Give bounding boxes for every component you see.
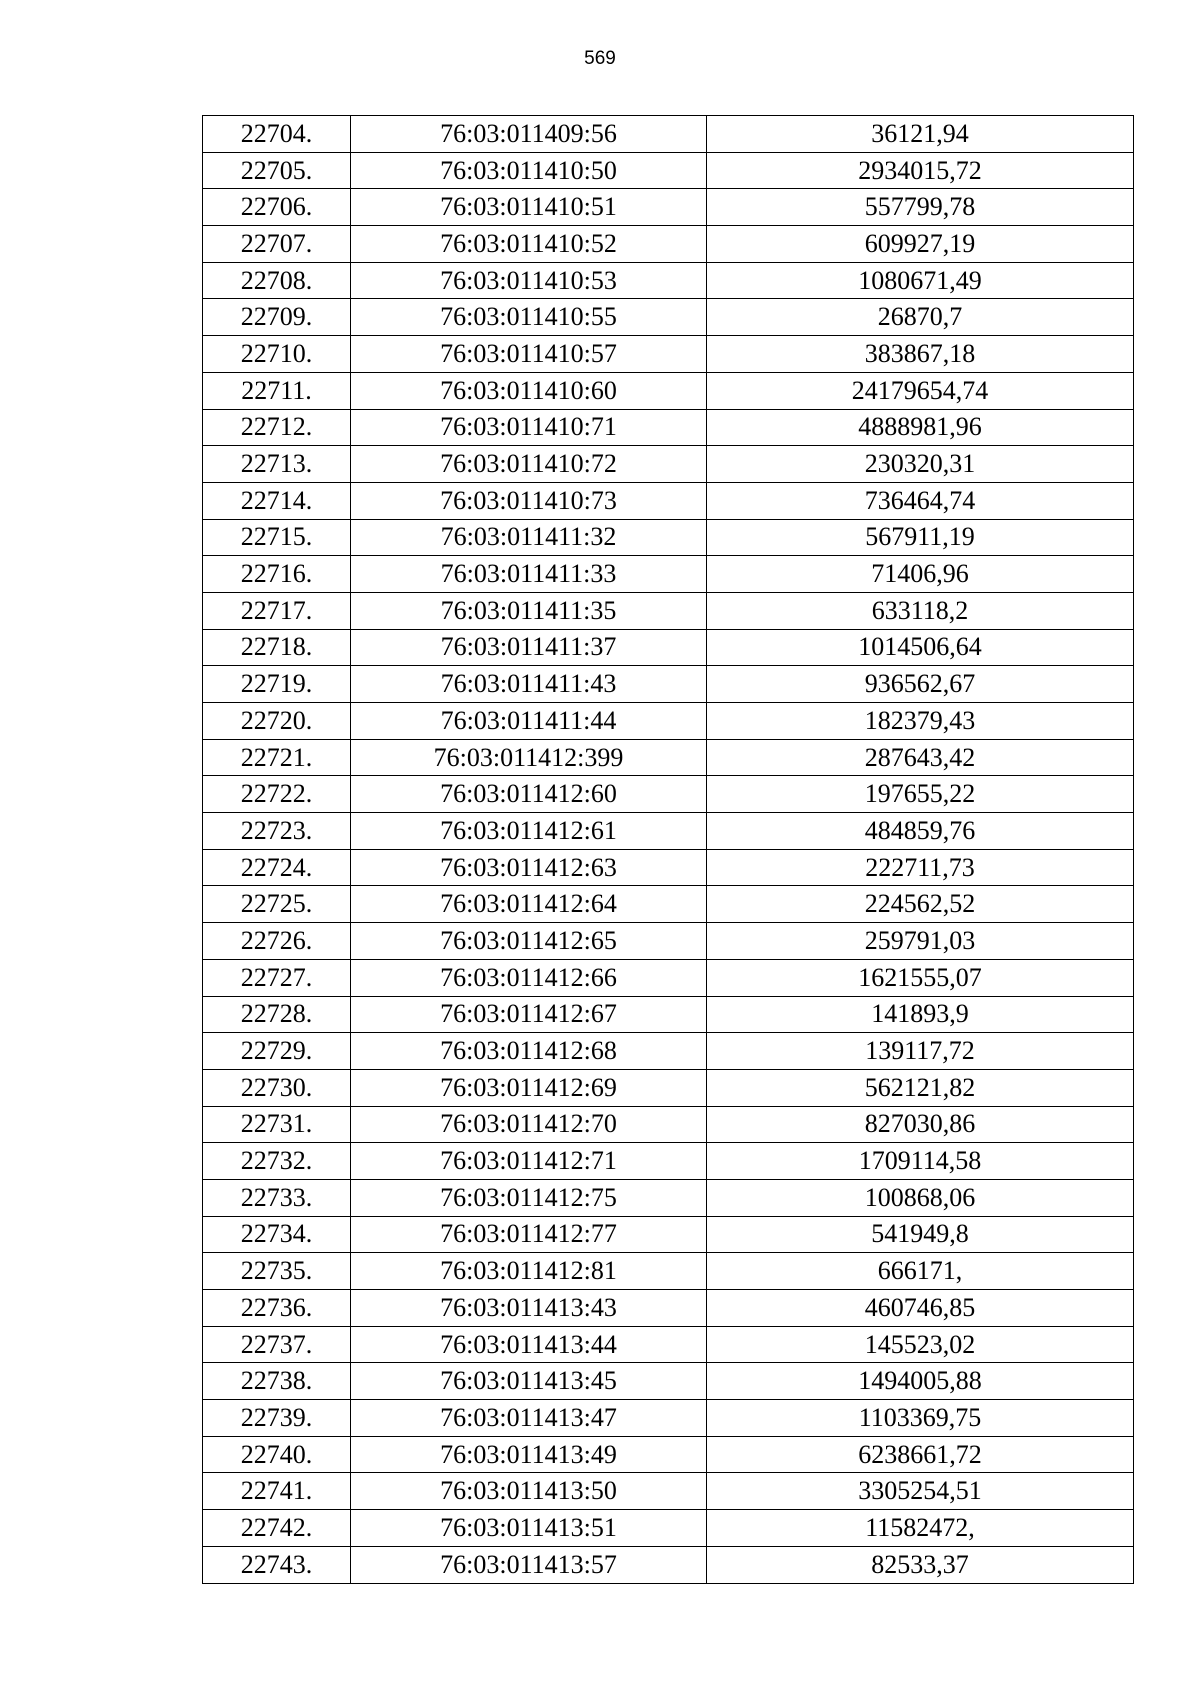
row-number-cell: 22736. [203, 1290, 351, 1327]
cadastral-value-cell: 197655,22 [707, 776, 1134, 813]
cadastral-value-cell: 666171, [707, 1253, 1134, 1290]
table-row [203, 262, 1134, 299]
cadastral-number-cell: 76:03:011410:57 [351, 336, 707, 373]
row-number-cell: 22719. [203, 666, 351, 703]
cadastral-number-cell: 76:03:011412:70 [351, 1106, 707, 1143]
cadastral-number-cell: 76:03:011411:37 [351, 629, 707, 666]
cadastral-value-cell: 567911,19 [707, 519, 1134, 556]
row-number-cell: 22715. [203, 519, 351, 556]
row-number-cell: 22740. [203, 1436, 351, 1473]
cadastral-value-cell: 1621555,07 [707, 959, 1134, 996]
row-number-cell: 22733. [203, 1179, 351, 1216]
row-number-cell: 22728. [203, 996, 351, 1033]
table-row [203, 1363, 1134, 1400]
cadastral-number-cell: 76:03:011412:71 [351, 1143, 707, 1180]
cadastral-number-cell: 76:03:011410:55 [351, 299, 707, 336]
cadastral-number-cell: 76:03:011409:56 [351, 116, 707, 153]
row-number-cell: 22704. [203, 116, 351, 153]
cadastral-value-cell: 11582472, [707, 1510, 1134, 1547]
row-number-cell: 22712. [203, 409, 351, 446]
table-row [203, 923, 1134, 960]
row-number-cell: 22726. [203, 923, 351, 960]
cadastral-value-cell: 460746,85 [707, 1290, 1134, 1327]
cadastral-number-cell: 76:03:011412:75 [351, 1179, 707, 1216]
cadastral-number-cell: 76:03:011412:67 [351, 996, 707, 1033]
table-row [203, 1106, 1134, 1143]
table-row [203, 1179, 1134, 1216]
row-number-cell: 22735. [203, 1253, 351, 1290]
cadastral-number-cell: 76:03:011413:47 [351, 1400, 707, 1437]
cadastral-value-cell: 4888981,96 [707, 409, 1134, 446]
table-row [203, 849, 1134, 886]
cadastral-value-cell: 1014506,64 [707, 629, 1134, 666]
cadastral-value-cell: 1494005,88 [707, 1363, 1134, 1400]
table-row [203, 629, 1134, 666]
row-number-cell: 22717. [203, 592, 351, 629]
table-row [203, 226, 1134, 263]
table-row [203, 1473, 1134, 1510]
row-number-cell: 22729. [203, 1033, 351, 1070]
table-row [203, 813, 1134, 850]
cadastral-value-cell: 609927,19 [707, 226, 1134, 263]
cadastral-number-cell: 76:03:011412:60 [351, 776, 707, 813]
cadastral-number-cell: 76:03:011412:81 [351, 1253, 707, 1290]
cadastral-number-cell: 76:03:011412:69 [351, 1069, 707, 1106]
row-number-cell: 22743. [203, 1546, 351, 1583]
cadastral-value-cell: 562121,82 [707, 1069, 1134, 1106]
table-row [203, 336, 1134, 373]
row-number-cell: 22711. [203, 372, 351, 409]
cadastral-value-cell: 230320,31 [707, 446, 1134, 483]
table-row [203, 1546, 1134, 1583]
cadastral-value-cell: 36121,94 [707, 116, 1134, 153]
cadastral-value-cell: 936562,67 [707, 666, 1134, 703]
cadastral-number-cell: 76:03:011412:61 [351, 813, 707, 850]
table-row [203, 372, 1134, 409]
cadastral-value-cell: 1103369,75 [707, 1400, 1134, 1437]
table-row [203, 1069, 1134, 1106]
cadastral-value-cell: 1080671,49 [707, 262, 1134, 299]
row-number-cell: 22727. [203, 959, 351, 996]
cadastral-number-cell: 76:03:011410:60 [351, 372, 707, 409]
cadastral-value-cell: 139117,72 [707, 1033, 1134, 1070]
cadastral-value-cell: 259791,03 [707, 923, 1134, 960]
table-row [203, 1290, 1134, 1327]
row-number-cell: 22723. [203, 813, 351, 850]
table-row [203, 482, 1134, 519]
table-row [203, 739, 1134, 776]
table-row [203, 666, 1134, 703]
table-row [203, 1253, 1134, 1290]
row-number-cell: 22724. [203, 849, 351, 886]
cadastral-number-cell: 76:03:011413:44 [351, 1326, 707, 1363]
cadastral-value-cell: 26870,7 [707, 299, 1134, 336]
table-row [203, 299, 1134, 336]
cadastral-number-cell: 76:03:011413:57 [351, 1546, 707, 1583]
cadastral-number-cell: 76:03:011411:32 [351, 519, 707, 556]
row-number-cell: 22713. [203, 446, 351, 483]
row-number-cell: 22731. [203, 1106, 351, 1143]
cadastral-number-cell: 76:03:011410:72 [351, 446, 707, 483]
table-row [203, 1400, 1134, 1437]
cadastral-value-cell: 557799,78 [707, 189, 1134, 226]
cadastral-number-cell: 76:03:011412:66 [351, 959, 707, 996]
cadastral-number-cell: 76:03:011412:65 [351, 923, 707, 960]
row-number-cell: 22722. [203, 776, 351, 813]
cadastral-value-cell: 6238661,72 [707, 1436, 1134, 1473]
table-row [203, 886, 1134, 923]
cadastral-number-cell: 76:03:011413:45 [351, 1363, 707, 1400]
cadastral-value-cell: 71406,96 [707, 556, 1134, 593]
cadastral-number-cell: 76:03:011412:77 [351, 1216, 707, 1253]
cadastral-value-table [202, 115, 1134, 1584]
table-row [203, 703, 1134, 740]
cadastral-value-cell: 2934015,72 [707, 152, 1134, 189]
cadastral-number-cell: 76:03:011410:73 [351, 482, 707, 519]
table-row [203, 556, 1134, 593]
row-number-cell: 22709. [203, 299, 351, 336]
row-number-cell: 22710. [203, 336, 351, 373]
cadastral-value-cell: 141893,9 [707, 996, 1134, 1033]
table-row [203, 1216, 1134, 1253]
cadastral-number-cell: 76:03:011411:33 [351, 556, 707, 593]
cadastral-value-cell: 1709114,58 [707, 1143, 1134, 1180]
table-row [203, 116, 1134, 153]
table-body [203, 116, 1134, 1584]
cadastral-value-cell: 145523,02 [707, 1326, 1134, 1363]
cadastral-value-cell: 827030,86 [707, 1106, 1134, 1143]
table-row [203, 776, 1134, 813]
cadastral-value-cell: 24179654,74 [707, 372, 1134, 409]
cadastral-number-cell: 76:03:011412:63 [351, 849, 707, 886]
page-number: 569 [584, 48, 616, 69]
table-row [203, 409, 1134, 446]
cadastral-number-cell: 76:03:011410:71 [351, 409, 707, 446]
cadastral-number-cell: 76:03:011412:68 [351, 1033, 707, 1070]
cadastral-number-cell: 76:03:011410:52 [351, 226, 707, 263]
cadastral-number-cell: 76:03:011410:50 [351, 152, 707, 189]
row-number-cell: 22716. [203, 556, 351, 593]
cadastral-number-cell: 76:03:011413:43 [351, 1290, 707, 1327]
row-number-cell: 22714. [203, 482, 351, 519]
cadastral-number-cell: 76:03:011411:44 [351, 703, 707, 740]
cadastral-value-cell: 383867,18 [707, 336, 1134, 373]
cadastral-number-cell: 76:03:011413:50 [351, 1473, 707, 1510]
cadastral-value-cell: 222711,73 [707, 849, 1134, 886]
row-number-cell: 22720. [203, 703, 351, 740]
row-number-cell: 22739. [203, 1400, 351, 1437]
row-number-cell: 22734. [203, 1216, 351, 1253]
table-row [203, 959, 1134, 996]
cadastral-value-cell: 484859,76 [707, 813, 1134, 850]
cadastral-number-cell: 76:03:011412:64 [351, 886, 707, 923]
table-row [203, 189, 1134, 226]
row-number-cell: 22738. [203, 1363, 351, 1400]
cadastral-value-cell: 541949,8 [707, 1216, 1134, 1253]
table-row [203, 592, 1134, 629]
cadastral-value-cell: 736464,74 [707, 482, 1134, 519]
cadastral-value-cell: 82533,37 [707, 1546, 1134, 1583]
row-number-cell: 22718. [203, 629, 351, 666]
row-number-cell: 22705. [203, 152, 351, 189]
cadastral-number-cell: 76:03:011410:53 [351, 262, 707, 299]
cadastral-value-cell: 100868,06 [707, 1179, 1134, 1216]
cadastral-number-cell: 76:03:011413:51 [351, 1510, 707, 1547]
cadastral-number-cell: 76:03:011411:35 [351, 592, 707, 629]
table-row [203, 1326, 1134, 1363]
cadastral-value-cell: 182379,43 [707, 703, 1134, 740]
cadastral-value-cell: 633118,2 [707, 592, 1134, 629]
row-number-cell: 22706. [203, 189, 351, 226]
cadastral-value-cell: 287643,42 [707, 739, 1134, 776]
row-number-cell: 22707. [203, 226, 351, 263]
cadastral-value-cell: 224562,52 [707, 886, 1134, 923]
row-number-cell: 22742. [203, 1510, 351, 1547]
row-number-cell: 22708. [203, 262, 351, 299]
row-number-cell: 22730. [203, 1069, 351, 1106]
row-number-cell: 22741. [203, 1473, 351, 1510]
table-row [203, 1510, 1134, 1547]
row-number-cell: 22732. [203, 1143, 351, 1180]
table-row [203, 1143, 1134, 1180]
cadastral-value-cell: 3305254,51 [707, 1473, 1134, 1510]
table-row [203, 152, 1134, 189]
row-number-cell: 22725. [203, 886, 351, 923]
table-row [203, 1033, 1134, 1070]
row-number-cell: 22737. [203, 1326, 351, 1363]
cadastral-number-cell: 76:03:011411:43 [351, 666, 707, 703]
table-row [203, 446, 1134, 483]
table-row [203, 1436, 1134, 1473]
cadastral-number-cell: 76:03:011412:399 [351, 739, 707, 776]
row-number-cell: 22721. [203, 739, 351, 776]
cadastral-number-cell: 76:03:011413:49 [351, 1436, 707, 1473]
table-row [203, 996, 1134, 1033]
cadastral-number-cell: 76:03:011410:51 [351, 189, 707, 226]
table-row [203, 519, 1134, 556]
